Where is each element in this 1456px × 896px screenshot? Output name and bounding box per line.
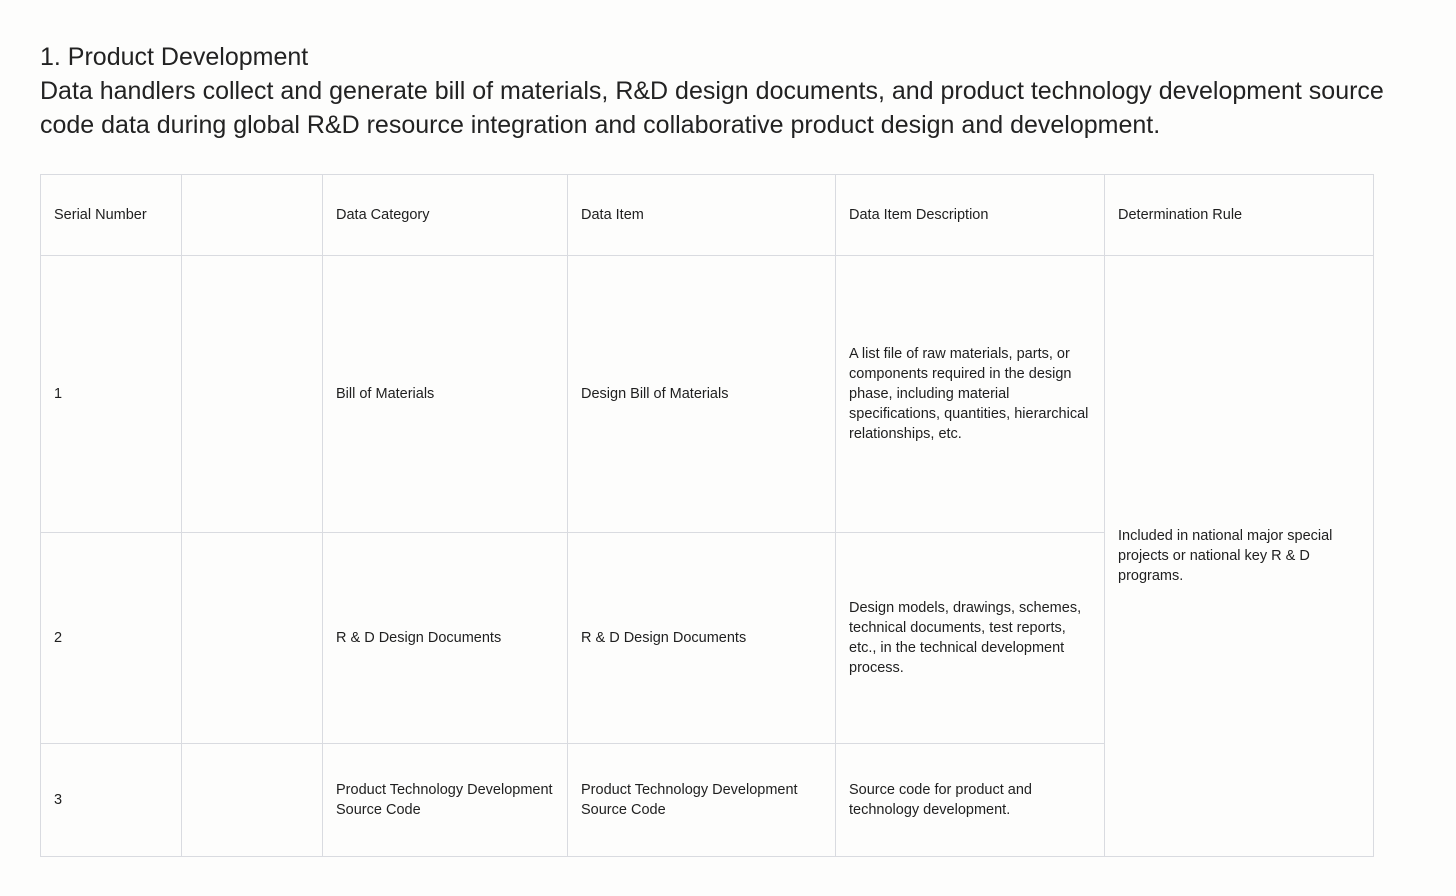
table-row — [41, 256, 1374, 533]
cell-description: A list file of raw materials, parts, or components required in the design phase, including material specifications, quantities, hierarchical relationships, etc. — [836, 256, 1105, 533]
cell-blank — [182, 256, 323, 533]
cell-description: Design models, drawings, schemes, technical documents, test reports, etc., in the technical development process. — [836, 533, 1105, 744]
cell-blank — [182, 744, 323, 857]
header-data-item-description: Data Item Description — [836, 175, 1105, 256]
cell-item: Design Bill of Materials — [568, 256, 836, 533]
table-header-row — [41, 175, 1374, 256]
cell-serial: 2 — [41, 533, 182, 744]
cell-blank — [182, 533, 323, 744]
header-data-item: Data Item — [568, 175, 836, 256]
cell-item: Product Technology Development Source Code — [568, 744, 836, 857]
cell-category: Bill of Materials — [323, 256, 568, 533]
section-heading — [40, 40, 1420, 142]
section-title: 1. Product Development — [40, 43, 309, 71]
cell-category: Product Technology Development Source Code — [323, 744, 568, 857]
header-determination-rule: Determination Rule — [1105, 175, 1374, 256]
section-paragraph: Data handlers collect and generate bill of materials, R&D design documents, and product technology development source code data during global R&D resource integration and collaborative product design and development. — [40, 77, 1384, 139]
header-serial-number: Serial Number — [41, 175, 182, 256]
cell-description: Source code for product and technology development. — [836, 744, 1105, 857]
cell-serial: 3 — [41, 744, 182, 857]
header-data-category: Data Category — [323, 175, 568, 256]
cell-serial: 1 — [41, 256, 182, 533]
cell-item: R & D Design Documents — [568, 533, 836, 744]
cell-determination-rule: Included in national major special projects or national key R & D programs. — [1105, 256, 1374, 857]
cell-category: R & D Design Documents — [323, 533, 568, 744]
header-blank — [182, 175, 323, 256]
data-classification-table — [40, 174, 1374, 857]
